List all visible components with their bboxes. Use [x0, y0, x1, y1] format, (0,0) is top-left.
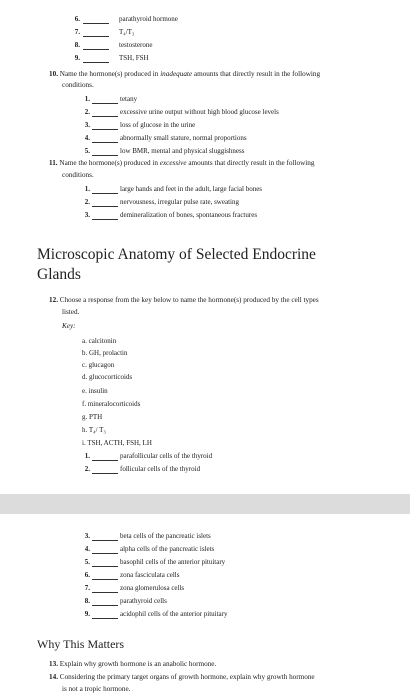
answer-blank[interactable]	[92, 605, 118, 606]
question-number: 14.	[49, 673, 58, 681]
answer-text: loss of glucose in the urine	[120, 121, 196, 129]
question-emphasis: inadequate	[160, 70, 193, 78]
item-number: 1.	[84, 95, 90, 103]
question-text: Name the hormone(s) produced in	[59, 70, 161, 78]
answer-text: zona glomerulosa cells	[120, 584, 185, 592]
answer-text: acidophil cells of the anterior pituitary	[120, 610, 228, 618]
item-number: 9.	[74, 54, 80, 62]
section-heading: Microscopic Anatomy of Selected Endocrine	[37, 246, 316, 263]
question-number: 12.	[49, 296, 58, 304]
answer-text: low BMR, mental and physical sluggishness	[120, 147, 245, 155]
item-number: 5.	[84, 558, 90, 566]
question-number: 13.	[49, 660, 58, 668]
answer-blank[interactable]	[92, 473, 118, 474]
question-13	[49, 660, 399, 669]
answer-blank[interactable]	[92, 592, 118, 593]
item-number: 6.	[84, 571, 90, 579]
question-text: Considering the primary target organs of growth hormone, explain why growth hormone	[59, 673, 315, 681]
worksheet-page-2	[0, 514, 410, 700]
item-number: 3.	[84, 121, 90, 129]
question-number: 10.	[49, 70, 58, 78]
key-label: Key:	[62, 322, 76, 330]
item-number: 6.	[74, 15, 80, 23]
answer-text: alpha cells of the pancreatic islets	[120, 545, 215, 553]
item-number: 9.	[84, 610, 90, 618]
section-heading-continued: Glands	[37, 266, 81, 283]
question-text-continued: is not a tropic hormone.	[62, 685, 131, 693]
key-item: e. insulin	[82, 387, 108, 395]
question-text: Name the hormone(s) produced in	[59, 159, 160, 167]
key-item: g. PTH	[82, 413, 103, 421]
answer-text: parathyroid cells	[120, 597, 167, 605]
item-number: 3.	[84, 211, 90, 219]
key-item: h. T₄/ T₃	[82, 426, 106, 434]
item-number: 3.	[84, 532, 90, 540]
answer-blank[interactable]	[83, 36, 109, 37]
answer-blank[interactable]	[92, 116, 118, 117]
item-number: 4.	[84, 545, 90, 553]
answer-text: tetany	[120, 95, 138, 103]
item-number: 1.	[84, 452, 90, 460]
item-number: 8.	[74, 41, 80, 49]
answer-blank[interactable]	[92, 142, 118, 143]
answer-blank[interactable]	[92, 553, 118, 554]
answer-text: parafollicular cells of the thyroid	[120, 452, 213, 460]
key-item: f. mineralocorticoids	[82, 400, 141, 408]
answer-blank[interactable]	[92, 103, 118, 104]
item-number: 7.	[84, 584, 90, 592]
question-10	[49, 70, 379, 79]
answer-blank[interactable]	[92, 618, 118, 619]
answer-blank[interactable]	[92, 540, 118, 541]
answer-blank[interactable]	[83, 23, 109, 24]
question-text: Choose a response from the key below to name the hormone(s) produced by the cell types	[59, 296, 319, 304]
section-heading: Why This Matters	[37, 637, 125, 651]
answer-text: excessive urine output without high blood glucose levels	[120, 108, 279, 116]
answer-blank[interactable]	[92, 460, 118, 461]
answer-text: abnormally small stature, normal proportions	[120, 134, 247, 142]
answer-text: TSH, FSH	[119, 54, 149, 62]
item-number: 2.	[84, 198, 90, 206]
question-text-continued: conditions.	[62, 171, 94, 179]
key-item: c. glucagon	[82, 361, 115, 369]
answer-text: zona fasciculata cells	[120, 571, 180, 579]
answer-text: basophil cells of the anterior pituitary	[120, 558, 226, 566]
question-emphasis: excessive	[159, 159, 187, 167]
item-number: 2.	[84, 465, 90, 473]
answer-blank[interactable]	[92, 566, 118, 567]
answer-text: parathyroid hormone	[119, 15, 178, 23]
question-text: amounts that directly result in the following	[186, 159, 315, 167]
question-text: Explain why growth hormone is an anabolic hormone.	[59, 660, 217, 668]
item-number: 4.	[84, 134, 90, 142]
item-number: 7.	[74, 28, 80, 36]
item-number: 8.	[84, 597, 90, 605]
answer-blank[interactable]	[92, 193, 118, 194]
question-11	[49, 159, 379, 168]
item-number: 5.	[84, 147, 90, 155]
question-text-continued: listed.	[62, 308, 80, 316]
question-14	[49, 673, 404, 682]
answer-text: beta cells of the pancreatic islets	[120, 532, 211, 540]
page-separator	[0, 494, 410, 514]
key-item: a. calcitonin	[82, 337, 117, 345]
answer-blank[interactable]	[83, 62, 109, 63]
answer-text: nervousness, irregular pulse rate, sweating	[120, 198, 239, 206]
answer-text: testosterone	[119, 41, 153, 49]
answer-blank[interactable]	[92, 155, 118, 156]
question-number: 11.	[49, 159, 58, 167]
answer-text: demineralization of bones, spontaneous fractures	[120, 211, 258, 219]
question-text: amounts that directly result in the following	[192, 70, 321, 78]
answer-blank[interactable]	[92, 129, 118, 130]
item-number: 1.	[84, 185, 90, 193]
question-12	[49, 296, 399, 305]
item-number: 2.	[84, 108, 90, 116]
question-text-continued: conditions.	[62, 81, 94, 89]
key-item: i. TSH, ACTH, FSH, LH	[82, 439, 152, 447]
key-item: d. glucocorticoids	[82, 373, 133, 381]
answer-text: large hands and feet in the adult, large facial bones	[120, 185, 263, 193]
answer-blank[interactable]	[92, 579, 118, 580]
answer-blank[interactable]	[83, 49, 109, 50]
answer-blank[interactable]	[92, 206, 118, 207]
answer-text: T₄/T₃	[119, 28, 135, 36]
answer-text: follicular cells of the thyroid	[120, 465, 201, 473]
key-item: b. GH, prolactin	[82, 349, 128, 357]
answer-blank[interactable]	[92, 219, 118, 220]
